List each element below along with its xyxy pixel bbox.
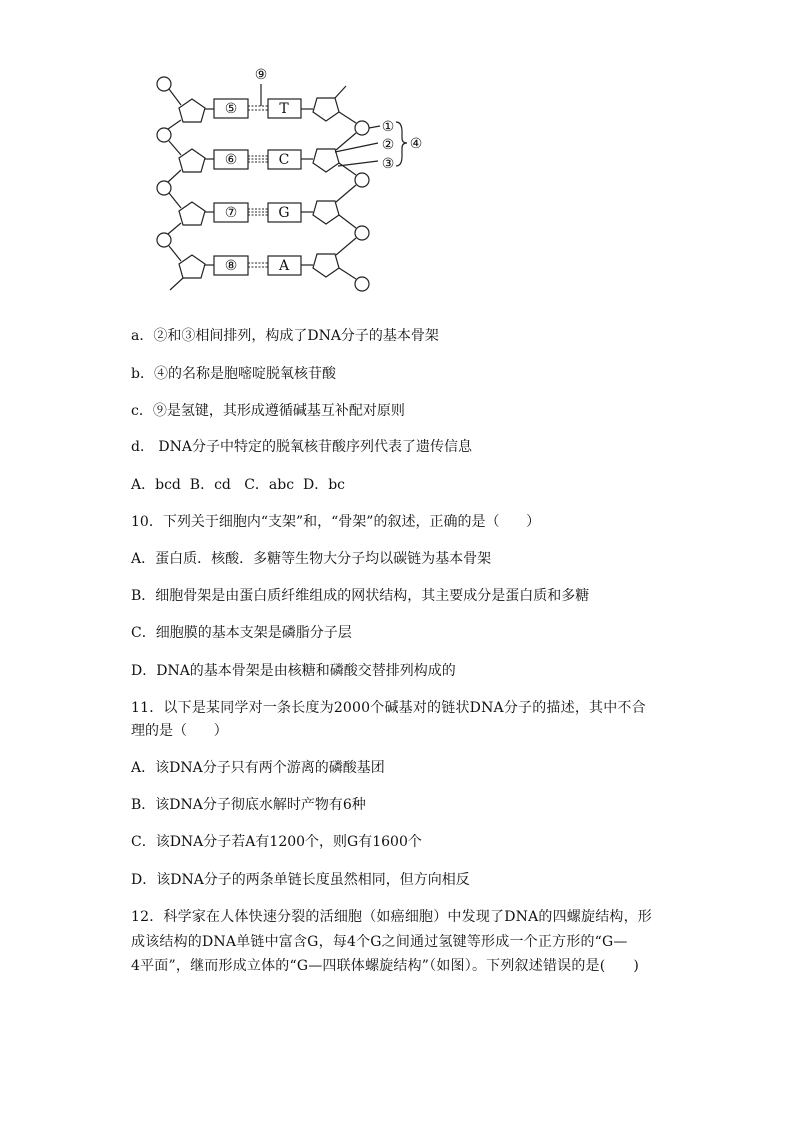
- label-9: ⑨: [254, 67, 268, 83]
- sugar-pentagon: [179, 202, 205, 225]
- base-label-right: T: [279, 101, 289, 117]
- q12-stem-line-2: 成该结构的DNA单链中富含G，每4个G之间通过氢键等形成一个正方形的“G—: [131, 934, 628, 950]
- q9-option-c: c．⑨是氢键，其形成遵循碱基互补配对原则: [131, 403, 405, 419]
- q11-option-c: C．该DNA分子若A有1200个，则G有1600个: [131, 834, 422, 850]
- q10-stem: 10．下列关于细胞内“支架”和，“骨架”的叙述，正确的是（ ）: [131, 514, 541, 530]
- q9-option-d: d． DNA分子中特定的脱氧核苷酸序列代表了遗传信息: [131, 439, 472, 455]
- phosphate-circle: [355, 277, 369, 291]
- q11-option-d: D．该DNA分子的两条单链长度虽然相同，但方向相反: [131, 872, 470, 888]
- base-label-left: ⑦: [224, 205, 238, 221]
- base-label-right: G: [278, 205, 290, 221]
- q12-stem-line-3: 4平面”，继而形成立体的“G—四联体螺旋结构”（如图）。下列叙述错误的是( ): [131, 958, 639, 974]
- dna-structure-diagram: [150, 62, 440, 302]
- phosphate-circle: [157, 128, 171, 142]
- q11-stem: 11．以下是某同学对一条长度为2000个碱基对的链状DNA分子的描述，其中不合: [131, 700, 646, 716]
- q9-choices: A．bcd B．cd C．abc D．bc: [131, 477, 346, 493]
- q12-stem-line-1: 12．科学家在人体快速分裂的活细胞（如癌细胞）中发现了DNA的四螺旋结构，形: [131, 909, 652, 925]
- base-label-right: A: [278, 258, 290, 274]
- phosphate-circle: [355, 121, 369, 135]
- phosphate-circle: [157, 233, 171, 247]
- phosphate-circle: [355, 226, 369, 240]
- phosphate-circle: [157, 181, 171, 195]
- q9-option-b: b．④的名称是胞嘧啶脱氧核苷酸: [131, 366, 336, 382]
- sugar-pentagon: [179, 99, 205, 122]
- base-label-left: ⑤: [224, 101, 238, 117]
- sugar-pentagon: [179, 149, 205, 172]
- q10-option-d: D．DNA的基本骨架是由核糖和磷酸交替排列构成的: [131, 663, 456, 679]
- q10-option-a: A．蛋白质．核酸．多糖等生物大分子均以碳链为基本骨架: [131, 551, 492, 567]
- q11-stem-continued: 理的是（ ）: [131, 723, 228, 739]
- sugar-pentagon: [313, 201, 339, 224]
- base-label-left: ⑧: [224, 258, 238, 274]
- sugar-pentagon: [313, 98, 339, 121]
- sugar-pentagon: [313, 254, 339, 277]
- q10-option-c: C．细胞膜的基本支架是磷脂分子层: [131, 625, 352, 641]
- sugar-pentagon: [179, 255, 205, 278]
- q11-option-a: A．该DNA分子只有两个游离的磷酸基团: [131, 760, 385, 776]
- label-4: ④: [409, 136, 423, 152]
- label-3: ③: [381, 156, 395, 172]
- label-1: ①: [381, 119, 395, 135]
- q10-option-b: B．细胞骨架是由蛋白质纤维组成的网状结构，其主要成分是蛋白质和多糖: [131, 588, 590, 604]
- phosphate-circle: [355, 173, 369, 187]
- label-2: ②: [381, 137, 395, 153]
- base-label-right: C: [278, 152, 290, 168]
- phosphate-circle: [157, 77, 171, 91]
- q9-option-a: a．②和③相间排列，构成了DNA分子的基本骨架: [131, 328, 439, 344]
- q11-option-b: B．该DNA分子彻底水解时产物有6种: [131, 797, 366, 813]
- base-label-left: ⑥: [224, 152, 238, 168]
